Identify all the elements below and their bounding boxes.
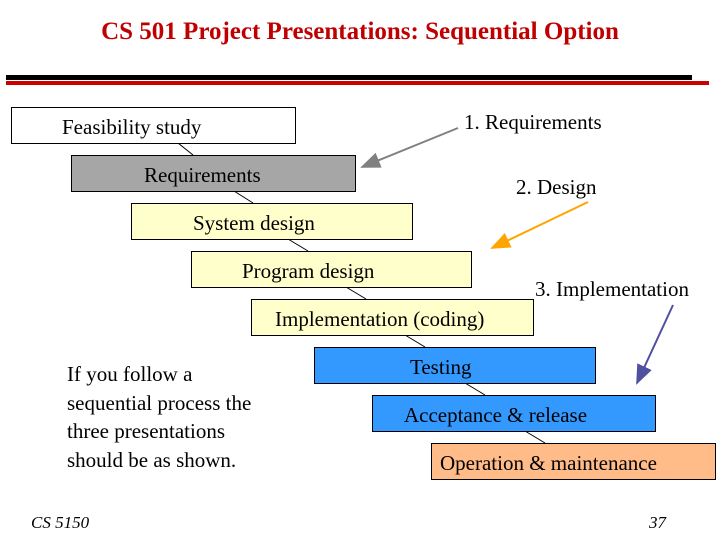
stage-label: Implementation (coding) — [275, 307, 485, 331]
slide-title: CS 501 Project Presentations: Sequential Option — [101, 18, 619, 45]
stage-program-design — [191, 251, 472, 288]
waterfall-connector — [346, 287, 366, 299]
stage-testing — [314, 347, 596, 384]
waterfall-connector — [405, 335, 425, 347]
waterfall-connector — [288, 239, 308, 251]
footer-course: CS 5150 — [31, 513, 90, 532]
stage-system-design — [131, 203, 413, 240]
stage-requirements — [71, 155, 356, 192]
stage-acceptance-release — [372, 395, 656, 432]
footer-page-number: 37 — [649, 513, 666, 532]
presentation-1-label: 1. Requirements — [464, 110, 602, 134]
stage-label: Operation & maintenance — [440, 451, 657, 475]
explanatory-note — [67, 360, 297, 474]
note-line: should be as shown. — [67, 447, 237, 472]
note-line: sequential process the — [67, 390, 252, 415]
presentation-2-label: 2. Design — [516, 175, 597, 199]
stage-operation-maintenance — [431, 443, 716, 480]
stage-label: Program design — [242, 259, 375, 283]
arrow-design — [492, 202, 588, 248]
note-line: If you follow a — [67, 362, 193, 386]
waterfall-connector — [525, 431, 545, 443]
stage-label: Requirements — [144, 163, 261, 187]
arrow-implementation — [637, 305, 673, 383]
arrow-requirements — [362, 128, 458, 167]
stage-label: Acceptance & release — [404, 403, 588, 427]
waterfall-connector — [234, 191, 253, 203]
stage-label: Feasibility study — [62, 115, 202, 139]
stage-label: System design — [193, 211, 315, 235]
note-line: three presentations — [67, 419, 226, 443]
waterfall-connector — [178, 143, 193, 155]
stage-label: Testing — [410, 355, 472, 379]
stage-implementation — [251, 299, 534, 336]
stage-feasibility-study — [11, 107, 296, 144]
waterfall-connector — [465, 383, 485, 395]
presentation-3-label: 3. Implementation — [535, 277, 689, 301]
